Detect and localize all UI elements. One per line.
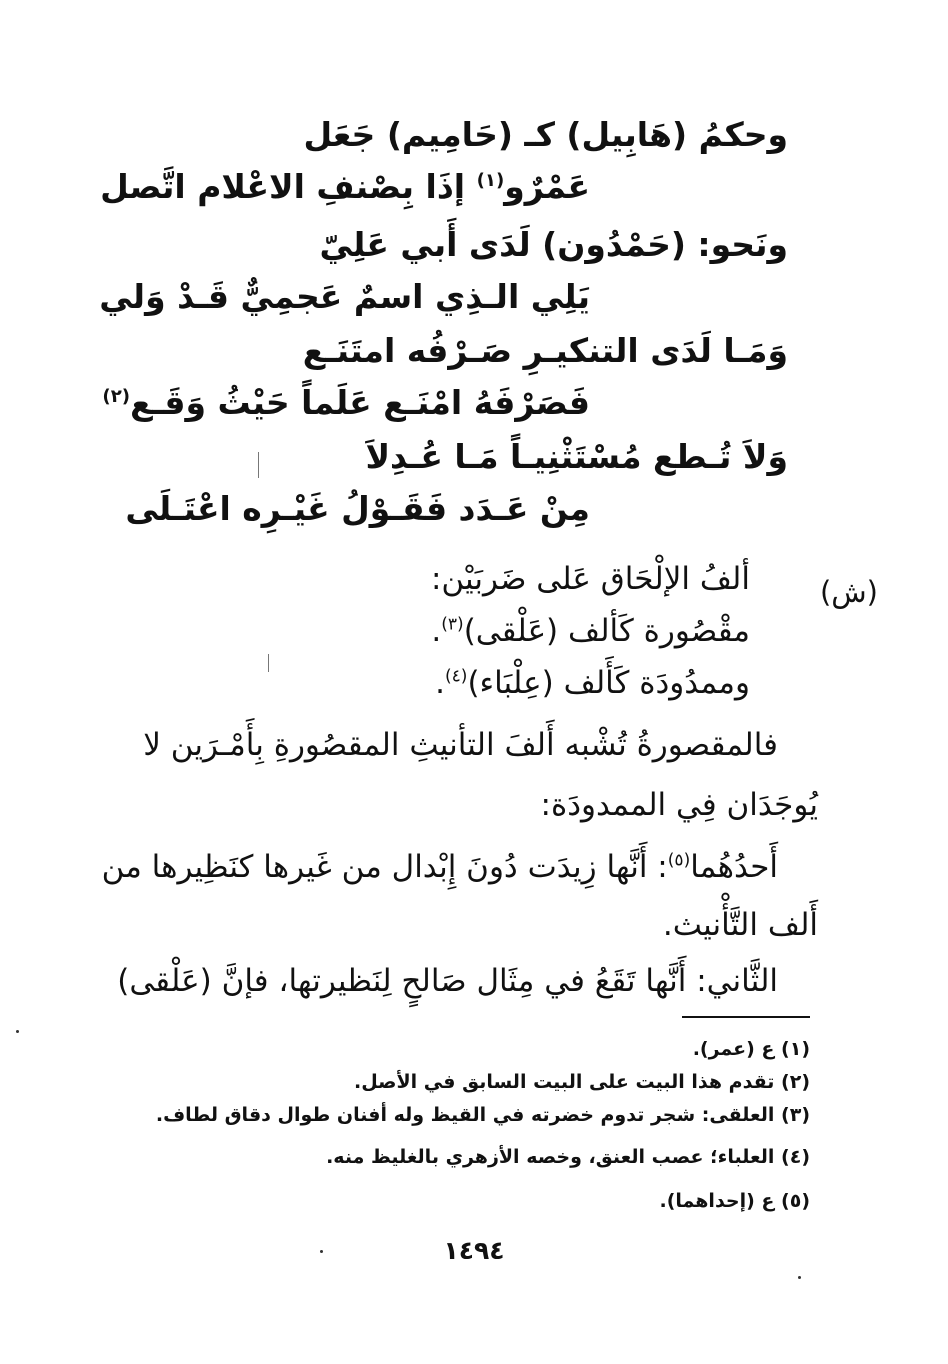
sharh-line-1 <box>430 561 750 597</box>
verse-text: عَمْرٌو <box>504 167 590 206</box>
verse-text: ونَحو: (حَمْدُون) لَدَى أَبي عَلِيّ <box>319 225 788 264</box>
verse-text: فَصَرْفَهُ امْنَـع عَلَماً حَيْثُ وَقَـع <box>130 383 590 422</box>
scan-speck <box>798 1276 801 1279</box>
footnote-ref: (٢) <box>102 386 131 407</box>
footnote: (٤) العلباء؛ عصب العنق، وخصه الأزهري بالغليظ منه. <box>326 1146 810 1168</box>
verse-text: إذَا بِصْنفِ الاعْلام اتَّصل <box>100 167 477 206</box>
sharh-line-2 <box>431 613 750 649</box>
verse-text: يَلِي الـذِي اسمٌ عَجمِيٌّ قَـدْ وَلي <box>99 277 590 316</box>
paragraph-text: أَحدُهُما <box>690 849 778 885</box>
verse-text: وحكمُ (هَابِيل) كـ (حَامِيم) جَعَل <box>303 115 788 154</box>
verse-text: وَلاَ تُـطع مُسْتَثْنِيـاً مَـا عُـدِلاَ <box>365 437 788 476</box>
footnote-ref: (٣) <box>441 614 464 635</box>
paragraph-text: : أَنَّها زِيدَت دُونَ إِبْدال من غَيرها كنَظِيرها من <box>101 849 668 885</box>
verse-text: مِنْ عَـدَد فَقَـوْلُ غَيْـرِه اعْتَـلَى <box>125 489 590 528</box>
verse-line-2 <box>100 167 590 206</box>
verse-line-8 <box>125 489 590 528</box>
sharh-text: ألفُ الإلْحَاق عَلى ضَربَيْن: <box>430 561 750 597</box>
paragraph-line <box>101 849 778 885</box>
sharh-label: (ش) <box>819 575 878 609</box>
footnote: (١) ع (عمر). <box>692 1038 810 1060</box>
footnote-ref: (٤) <box>444 666 468 687</box>
footnote: (٢) تقدم هذا البيت على البيت السابق في الأصل. <box>353 1071 810 1093</box>
page-number: ١٤٩٤ <box>443 1236 505 1265</box>
sharh-text: مقْصُورة كَألف (عَلْقى) <box>463 613 750 649</box>
scan-speck <box>16 1030 19 1033</box>
verse-line-6 <box>102 383 590 422</box>
sharh-line-3 <box>435 665 750 701</box>
verse-line-7 <box>365 437 788 476</box>
footnote: (٥) ع (إحداهما). <box>659 1190 810 1212</box>
paragraph-line: الثَّاني: أَنَّها تَقَعُ في مِثَال صَالحٍ لِنَظيرتها، فإنَّ (عَلْقى) <box>117 963 778 999</box>
paragraph-line: أَلف التَّأْنيث. <box>662 907 818 943</box>
verse-line-4 <box>99 277 590 316</box>
footnote: (٣) العلقى: شجر تدوم خضرته في القيظ وله أفنان طوال دقاق لطاف. <box>155 1104 810 1126</box>
sharh-text: . <box>435 665 445 701</box>
sharh-text: . <box>431 613 442 649</box>
sharh-text: وممدُودَة كَأَلف (عِلْبَاء) <box>467 665 750 701</box>
verse-line-5 <box>302 331 788 370</box>
verse-line-1 <box>303 115 788 154</box>
footnote-rule <box>682 1016 810 1018</box>
scan-mark <box>258 452 259 478</box>
footnote-ref: (٥) <box>667 850 691 871</box>
scan-speck <box>320 1250 323 1253</box>
scan-mark <box>268 654 269 672</box>
verse-line-3 <box>319 225 788 264</box>
footnote-ref: (١) <box>476 170 505 191</box>
paragraph-line: فالمقصورةُ تُشْبه أَلفَ التأنيثِ المقصُورةِ بِأَمْـرَين لا <box>143 727 778 763</box>
paragraph-line: يُوجَدَان فِي الممدودَة: <box>540 787 818 823</box>
verse-text: وَمَـا لَدَى التنكيـرِ صَـرْفُه امتَنَـع <box>302 331 788 370</box>
